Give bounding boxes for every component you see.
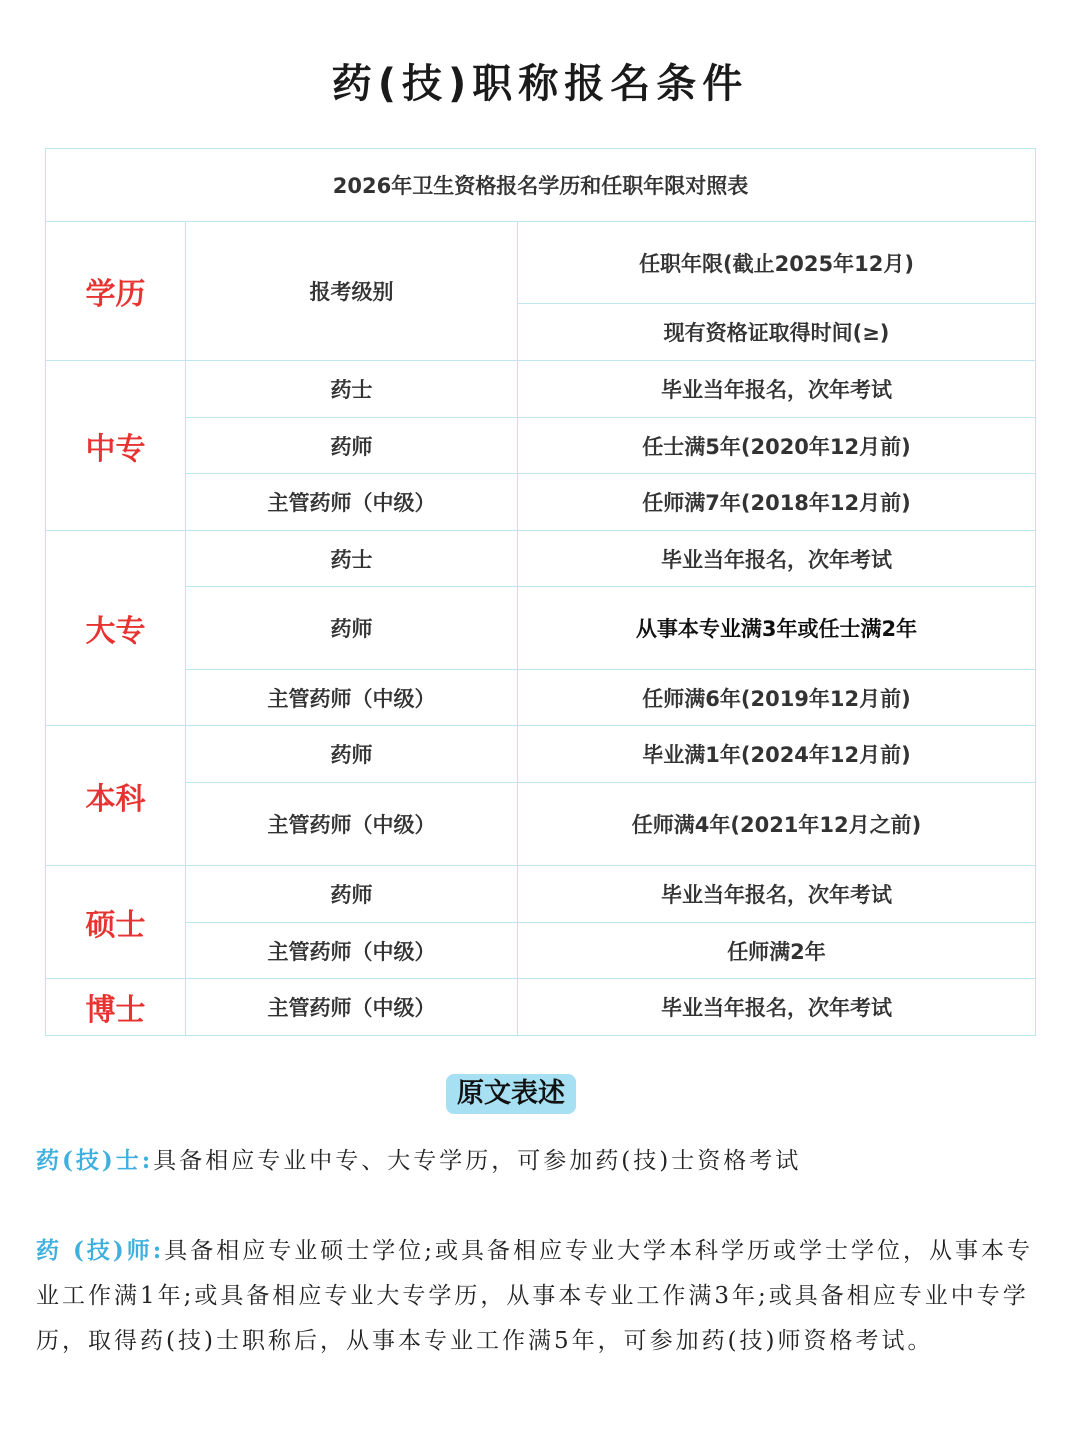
edu-cell: 中专 [46, 361, 186, 531]
paragraph-text: 具备相应专业中专、大专学历，可参加药(技)士资格考试 [153, 1148, 802, 1174]
level-cell: 主管药师（中级） [186, 474, 518, 531]
paragraph-pharmacist-assistant [36, 1138, 1036, 1184]
level-cell: 药师 [186, 418, 518, 474]
req-cell: 任士满5年(2020年12月前) [518, 418, 1036, 474]
level-cell: 主管药师（中级） [186, 783, 518, 866]
req-cell: 毕业当年报名，次年考试 [518, 866, 1036, 923]
requirements-table [45, 148, 1036, 1036]
level-cell: 主管药师（中级） [186, 979, 518, 1036]
paragraph-label: 药 (技)师: [36, 1237, 165, 1264]
paragraph-text: 具备相应专业硕士学位;或具备相应专业大学本科学历或学士学位，从事本专业工作满1年;或具备相应专业大专学历，从事本专业工作满3年;或具备相应专业中专学历，取得药(技)士职称后，从事本专业工作满5年，可参加药(技)师资格考试。 [36, 1238, 1034, 1354]
edu-cell: 博士 [46, 979, 186, 1036]
paragraph-pharmacist [36, 1228, 1036, 1364]
header-level: 报考级别 [186, 222, 518, 361]
level-cell: 药士 [186, 531, 518, 587]
level-cell: 药士 [186, 361, 518, 418]
edu-cell: 本科 [46, 726, 186, 866]
header-edu: 学历 [46, 222, 186, 361]
req-cell: 毕业当年报名，次年考试 [518, 361, 1036, 418]
req-cell: 毕业满1年(2024年12月前) [518, 726, 1036, 783]
level-cell: 药师 [186, 866, 518, 923]
level-cell: 药师 [186, 587, 518, 670]
paragraph-label: 药(技)士: [36, 1147, 154, 1174]
edu-cell: 硕士 [46, 866, 186, 979]
req-cell: 任师满4年(2021年12月之前) [518, 783, 1036, 866]
section-title-badge: 原文表述 [446, 1074, 576, 1114]
req-cell: 毕业当年报名，次年考试 [518, 531, 1036, 587]
level-cell: 药师 [186, 726, 518, 783]
header-cert-time: 现有资格证取得时间(≥) [518, 304, 1036, 361]
req-cell: 任师满6年(2019年12月前) [518, 670, 1036, 726]
level-cell: 主管药师（中级） [186, 923, 518, 979]
header-years: 任职年限(截止2025年12月) [518, 222, 1036, 304]
req-cell: 任师满7年(2018年12月前) [518, 474, 1036, 531]
page-title: 药(技)职称报名条件 [331, 61, 749, 107]
req-cell: 任师满2年 [518, 923, 1036, 979]
req-cell: 从事本专业满3年或任士满2年 [518, 587, 1036, 670]
level-cell: 主管药师（中级） [186, 670, 518, 726]
edu-cell: 大专 [46, 531, 186, 726]
table-title: 2026年卫生资格报名学历和任职年限对照表 [46, 149, 1036, 222]
req-cell: 毕业当年报名，次年考试 [518, 979, 1036, 1036]
